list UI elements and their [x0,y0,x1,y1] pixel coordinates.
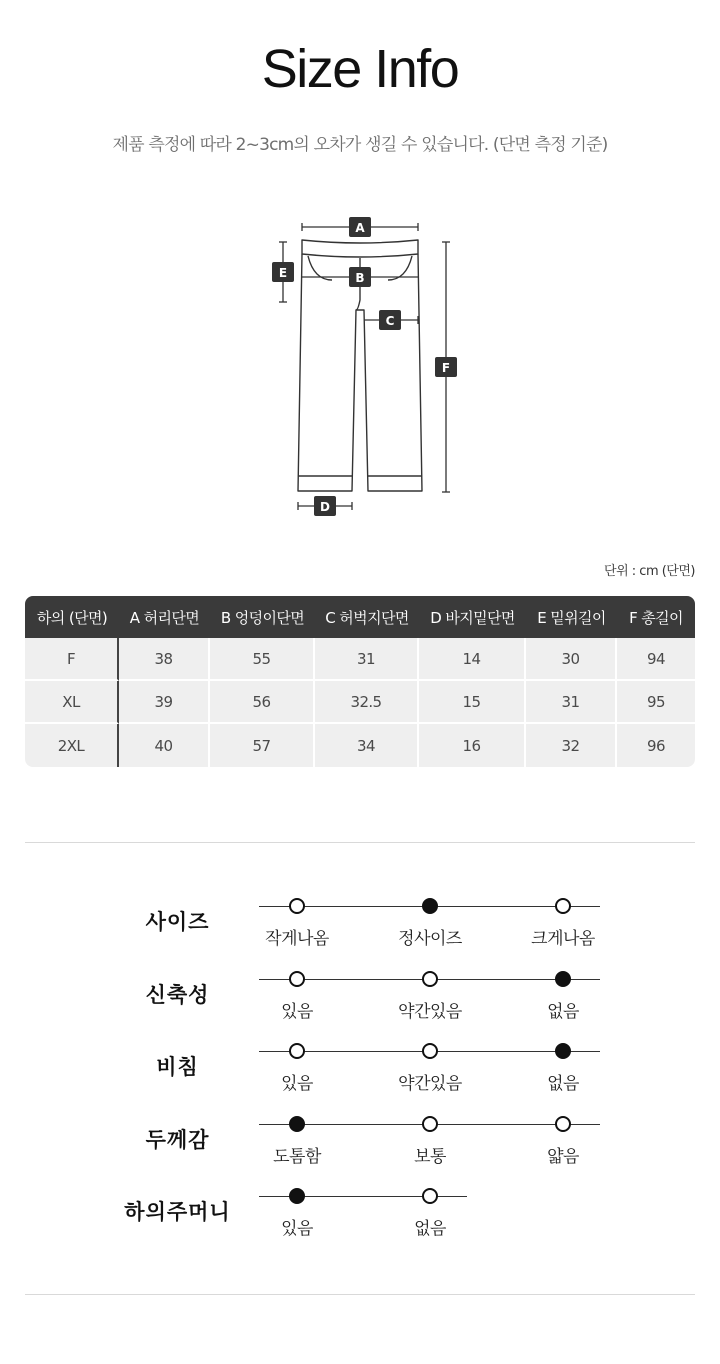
table-cell: 32.5 [315,681,419,724]
table-row [25,638,695,681]
table-header-cell: A 허리단면 [119,596,210,638]
table-cell: 31 [526,681,617,724]
label-a-badge [349,217,371,237]
table-cell: 34 [315,724,419,767]
feature-label: 사이즈 [145,910,210,934]
table-cell: 38 [119,638,210,681]
table-header-cell: D 바지밑단면 [419,596,526,638]
table-cell: 16 [419,724,526,767]
svg-text:C: C [385,314,395,328]
rating-dot-selected [289,1188,305,1204]
rating-dot [289,971,305,987]
label-c-badge [379,310,401,330]
table-cell: 96 [617,724,695,767]
table-cell: 40 [119,724,210,767]
page-title: Size Info [261,39,459,99]
feature-row [0,1025,720,1097]
section-divider [25,1294,695,1295]
rating-option-label: 얇음 [547,1146,579,1167]
rating-option-label: 있음 [281,1074,313,1094]
table-cell: 32 [526,724,617,767]
label-b-badge [349,267,371,287]
rating-option-label: 정사이즈 [398,929,462,949]
rating-dot [555,1116,571,1132]
svg-text:E: E [278,266,288,280]
size-table [25,596,695,767]
feature-label: 두께감 [145,1127,210,1152]
table-header-cell: B 엉덩이단면 [210,596,315,638]
pants-diagram [260,210,460,520]
rating-option-label: 없음 [547,1001,579,1022]
unit-note: 단위 : cm (단면) [604,564,695,579]
rating-dot [289,898,305,914]
table-cell: 14 [419,638,526,681]
table-cell-size: F [25,638,119,681]
table-cell: 30 [526,638,617,681]
feature-row [0,1170,720,1242]
rating-option-label: 있음 [281,1219,313,1239]
label-f-badge [435,357,457,377]
rating-dot [555,898,571,914]
table-header-cell: E 밑위길이 [526,596,617,638]
rating-dot-selected [289,1116,305,1132]
table-header-cell: C 허벅지단면 [315,596,419,638]
rating-option-label: 작게나옴 [265,929,329,949]
svg-text:B: B [355,271,365,285]
svg-text:F: F [441,361,451,375]
rating-option-label: 없음 [547,1074,579,1094]
table-cell: 56 [210,681,315,724]
feature-row [0,953,720,1025]
rating-scale-line [259,906,600,907]
rating-option-label: 보통 [414,1146,446,1167]
feature-label: 신축성 [145,982,210,1007]
rating-option-label: 있음 [281,1001,313,1022]
rating-dot [422,1188,438,1204]
table-cell: 15 [419,681,526,724]
rating-dot-selected [555,971,571,987]
table-header-cell: 하의 (단면) [25,596,119,638]
rating-option-label: 크게나옴 [531,929,595,949]
table-cell-size: 2XL [25,724,119,767]
rating-dot-selected [555,1043,571,1059]
rating-dot [422,1116,438,1132]
rating-dot [422,971,438,987]
label-e-badge [272,262,294,282]
feature-label: 하의주머니 [124,1200,231,1224]
rating-option-label: 약간있음 [398,1001,462,1022]
table-cell: 55 [210,638,315,681]
table-cell: 39 [119,681,210,724]
label-d-badge [314,496,336,516]
table-header-row [25,596,695,638]
table-cell-size: XL [25,681,119,724]
measurement-note: 제품 측정에 따라 2~3cm의 오차가 생길 수 있습니다. (단면 측정 기준) [112,135,608,155]
rating-scale-line [259,979,600,980]
rating-scale-line [259,1051,600,1052]
section-divider [25,842,695,843]
rating-option-label: 없음 [414,1219,446,1239]
rating-dot-selected [422,898,438,914]
rating-dot [422,1043,438,1059]
svg-text:D: D [320,500,330,514]
table-cell: 94 [617,638,695,681]
feature-row [0,880,720,952]
rating-dot [289,1043,305,1059]
rating-option-label: 약간있음 [398,1074,462,1094]
table-cell: 57 [210,724,315,767]
table-header-cell: F 총길이 [617,596,695,638]
rating-scale-line [259,1124,600,1125]
table-cell: 95 [617,681,695,724]
svg-text:A: A [355,221,365,235]
table-row [25,681,695,724]
rating-option-label: 도톰함 [273,1146,321,1167]
rating-scale-line [259,1196,467,1197]
table-cell: 31 [315,638,419,681]
table-row [25,724,695,767]
feature-row [0,1098,720,1170]
feature-label: 비침 [156,1055,199,1079]
